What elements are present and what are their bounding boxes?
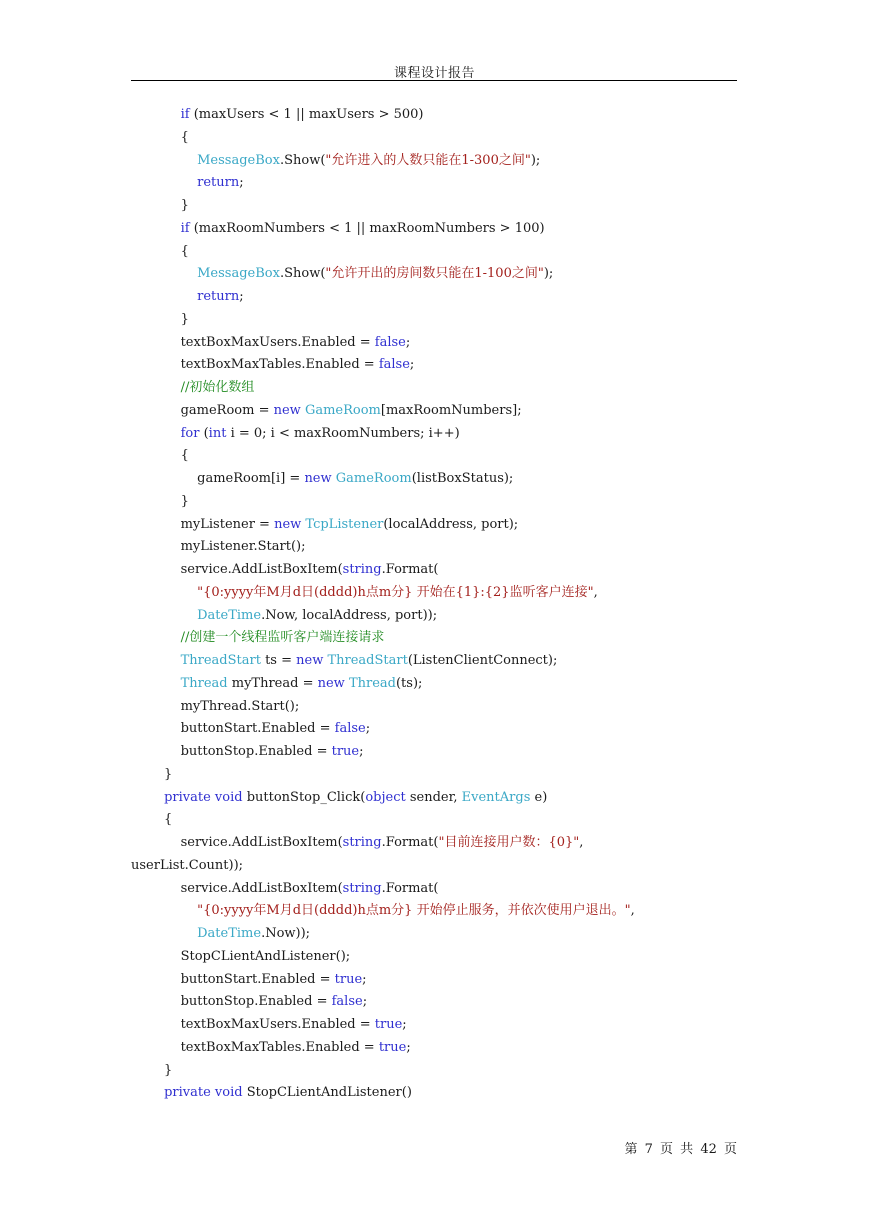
code-listing (131, 104, 741, 1105)
code-token: service.AddListBoxItem( (131, 835, 343, 850)
code-token: sender, (405, 789, 462, 805)
code-line (131, 1082, 741, 1105)
code-token: .Show( (279, 266, 326, 282)
code-token: myThread.Start(); (131, 698, 300, 714)
code-token: if (180, 220, 190, 236)
code-token: string (342, 835, 382, 850)
code-token (131, 380, 181, 395)
code-token: (ts); (395, 675, 423, 691)
code-line (131, 309, 741, 332)
code-token: .Format( (381, 835, 439, 850)
code-token: .Format( (381, 562, 439, 577)
code-line (131, 104, 741, 127)
code-token: textBoxMaxUsers.Enabled = (131, 334, 375, 350)
code-token (131, 676, 181, 691)
code-token: gameRoom[i] = (131, 471, 305, 486)
code-token: buttonStop_Click( (242, 789, 366, 805)
code-line (131, 741, 741, 764)
code-token (131, 790, 164, 805)
code-token: true (331, 744, 360, 759)
code-token: "目前连接用户数：{0}" (438, 835, 580, 850)
code-token: for (180, 425, 200, 441)
code-token: true (334, 971, 363, 987)
code-token: , (630, 903, 635, 919)
code-line (131, 718, 741, 741)
code-token: ; (362, 971, 367, 987)
code-token: int (208, 425, 227, 441)
code-token: { (131, 812, 173, 828)
code-token: , (579, 835, 584, 850)
code-line (131, 650, 741, 673)
code-token: false (374, 334, 406, 350)
code-line (131, 1014, 741, 1037)
code-token: TcpListener (305, 516, 384, 532)
code-line (131, 878, 741, 901)
code-token: "{0:yyyy年M月d日(dddd)h点m分} 开始停止服务，并依次使用户退出。" (197, 903, 631, 919)
code-token: if (180, 107, 190, 122)
code-line (131, 946, 741, 969)
code-token: private (164, 789, 211, 805)
code-token: .Now)); (261, 926, 311, 941)
code-token: MessageBox (197, 152, 280, 168)
code-token: ThreadStart (180, 653, 261, 668)
code-token: ); (543, 266, 554, 282)
code-token: , (593, 584, 598, 600)
code-token: GameRoom (335, 471, 412, 486)
code-line (131, 536, 741, 559)
code-token: Thread (348, 675, 396, 691)
code-token: ; (362, 994, 368, 1010)
code-line (131, 923, 741, 946)
code-token: ( (199, 425, 209, 441)
code-token: ; (239, 289, 244, 304)
code-token (131, 289, 197, 304)
code-token: buttonStart.Enabled = (131, 971, 335, 987)
code-line (131, 195, 741, 218)
code-line (131, 127, 741, 150)
code-line (131, 855, 741, 878)
code-token: [maxRoomNumbers]; (380, 402, 522, 418)
code-line (131, 354, 741, 377)
code-token: true (374, 1017, 403, 1032)
code-token: myThread = (227, 675, 318, 691)
code-token: EventArgs (461, 789, 531, 805)
code-token: } (131, 311, 189, 327)
code-line (131, 1060, 741, 1083)
code-token: buttonStart.Enabled = (131, 721, 335, 737)
code-token: { (131, 243, 189, 259)
code-token: false (378, 357, 410, 373)
code-token: (localAddress, port); (383, 516, 519, 532)
code-token: myListener = (131, 516, 275, 532)
code-token: } (131, 198, 189, 213)
code-token: myListener.Start(); (131, 539, 306, 555)
code-token: StopCLientAndListener(); (131, 948, 351, 964)
code-token: Thread (180, 675, 228, 691)
code-line (131, 1037, 741, 1060)
page-header-title: 课程设计报告 (393, 66, 475, 81)
code-token: StopCLientAndListener() (242, 1085, 412, 1101)
code-token: new (317, 675, 345, 691)
code-line (131, 969, 741, 992)
code-token: .Now, localAddress, port)); (261, 607, 438, 623)
code-token: DateTime (197, 926, 262, 941)
code-token: true (378, 1039, 407, 1055)
code-token: textBoxMaxTables.Enabled = (131, 357, 379, 373)
code-line (131, 172, 741, 195)
code-token: ; (365, 721, 371, 737)
code-token: ts = (260, 653, 297, 668)
code-token (131, 221, 181, 236)
page-footer: 第 7 页 共 42 页 (624, 1142, 737, 1157)
code-token: ); (530, 152, 541, 168)
code-line (131, 218, 741, 241)
code-token (131, 653, 181, 668)
code-token (131, 175, 197, 190)
code-token: ; (409, 357, 415, 373)
code-token: new (274, 516, 302, 532)
code-line (131, 286, 741, 309)
code-token (131, 903, 197, 918)
code-token: void (214, 1085, 243, 1101)
code-token: new (304, 471, 332, 486)
code-token: private (164, 1085, 211, 1101)
code-token: textBoxMaxTables.Enabled = (131, 1039, 379, 1055)
code-token: false (331, 994, 363, 1010)
code-token: "{0:yyyy年M月d日(dddd)h点m分} 开始在{1}:{2}监听客户连接" (197, 584, 594, 600)
code-token: { (131, 129, 189, 145)
code-token: buttonStop.Enabled = (131, 994, 332, 1010)
code-line (131, 377, 741, 400)
code-line (131, 832, 741, 855)
code-token: "允许开出的房间数只能在1-100之间" (325, 266, 544, 282)
code-token: service.AddListBoxItem( (131, 880, 343, 896)
code-token: } (131, 766, 173, 782)
code-token: new (296, 653, 324, 668)
code-token: //创建一个线程监听客户端连接请求 (180, 630, 385, 646)
code-token: (maxUsers < 1 || maxUsers > 500) (189, 107, 424, 122)
code-token: void (214, 789, 243, 805)
code-token: e) (530, 789, 548, 805)
code-token (131, 153, 197, 168)
code-line (131, 150, 741, 173)
code-token: DateTime (197, 607, 262, 623)
code-token (131, 926, 197, 941)
code-line (131, 764, 741, 787)
code-token: textBoxMaxUsers.Enabled = (131, 1017, 375, 1032)
code-token: buttonStop.Enabled = (131, 744, 332, 759)
code-token: ; (405, 334, 411, 350)
code-line (131, 332, 741, 355)
code-line (131, 696, 741, 719)
code-token: { (131, 448, 189, 464)
code-token: ; (406, 1039, 411, 1055)
code-line (131, 491, 741, 514)
code-line (131, 605, 741, 628)
code-line (131, 627, 741, 650)
code-line (131, 991, 741, 1014)
code-token: } (131, 493, 189, 509)
code-line (131, 400, 741, 423)
code-line (131, 423, 741, 446)
code-token: return (197, 175, 240, 191)
code-line (131, 559, 741, 582)
code-token: (listBoxStatus); (411, 471, 514, 486)
code-token: "允许进入的人数只能在1-300之间" (325, 152, 531, 168)
code-token: userList.Count)); (131, 857, 244, 873)
code-token: string (342, 880, 382, 896)
code-line (131, 809, 741, 832)
code-token: (maxRoomNumbers < 1 || maxRoomNumbers > 100) (189, 220, 545, 236)
code-token: gameRoom = (131, 402, 274, 418)
header-rule (131, 80, 737, 81)
code-line (131, 787, 741, 810)
code-token (131, 608, 197, 623)
code-token: service.AddListBoxItem( (131, 562, 343, 577)
code-token: string (342, 562, 382, 577)
code-line (131, 468, 741, 491)
code-token: GameRoom (304, 402, 381, 418)
code-line (131, 582, 741, 605)
code-token: .Format( (381, 880, 439, 896)
code-token: new (273, 402, 301, 418)
code-line (131, 514, 741, 537)
code-token (131, 266, 197, 281)
code-line (131, 263, 741, 286)
code-line (131, 241, 741, 264)
code-token: (ListenClientConnect); (407, 653, 558, 668)
code-token (131, 585, 197, 600)
code-line (131, 673, 741, 696)
code-token (131, 426, 181, 441)
code-token (131, 107, 181, 122)
code-line (131, 900, 741, 923)
code-token: false (334, 721, 366, 737)
code-token: .Show( (279, 152, 326, 168)
code-token: object (365, 789, 406, 805)
code-token: ; (239, 175, 244, 191)
code-token: i = 0; i < maxRoomNumbers; i++) (226, 425, 460, 441)
code-token (131, 1085, 164, 1100)
code-line (131, 445, 741, 468)
code-token: MessageBox (197, 266, 280, 282)
code-token: ; (402, 1017, 407, 1032)
code-token: } (131, 1062, 173, 1078)
code-token: ; (359, 744, 364, 759)
code-token (131, 630, 181, 645)
code-token: return (197, 289, 240, 304)
code-token: ThreadStart (327, 653, 408, 668)
code-token: //初始化数组 (180, 380, 255, 395)
